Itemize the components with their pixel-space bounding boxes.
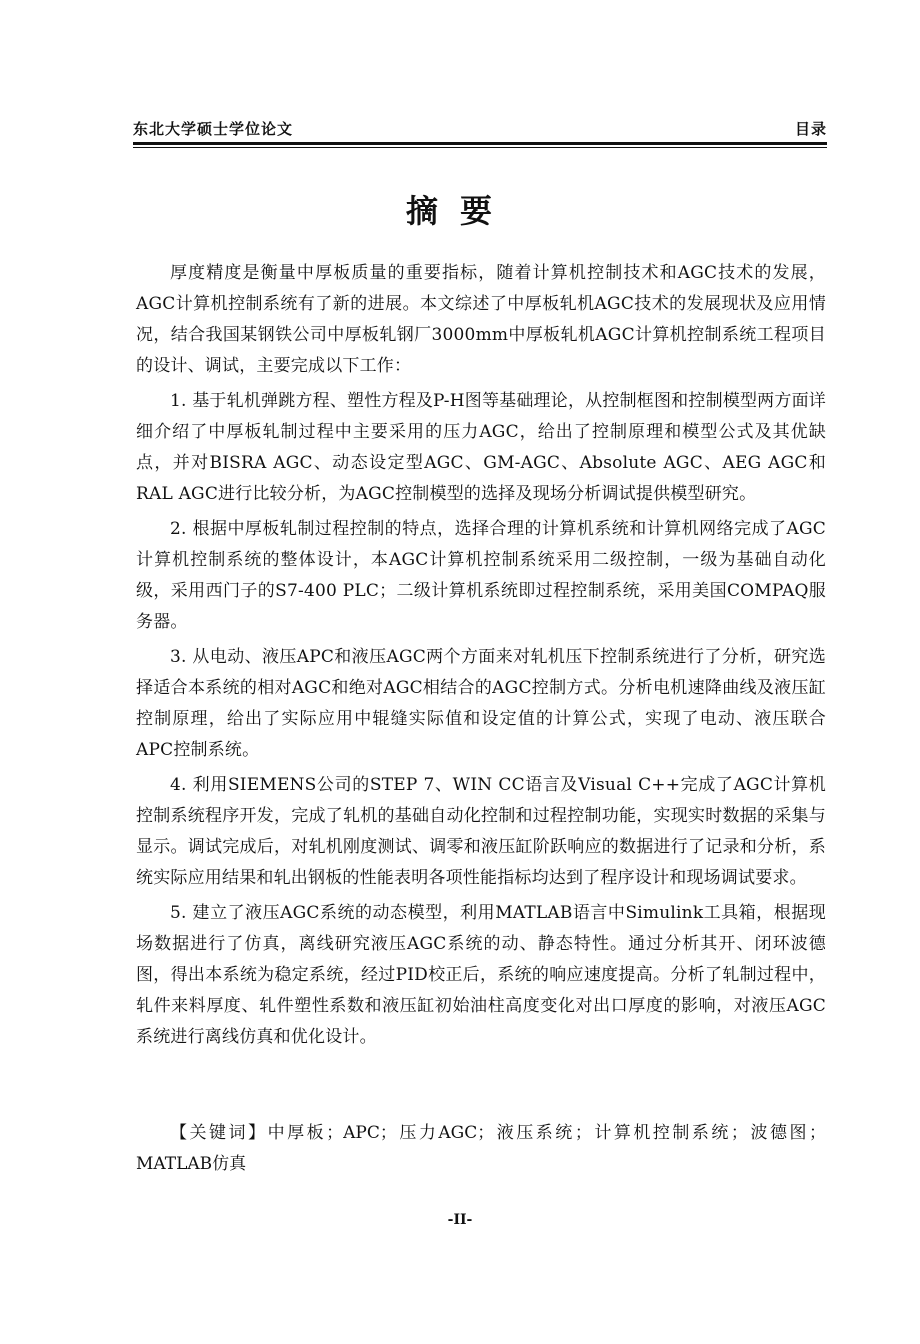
header-thesis-title: 东北大学硕士学位论文 <box>133 119 294 138</box>
running-header <box>133 113 827 143</box>
header-section-name: 目录 <box>794 119 827 138</box>
page-title: 摘要 <box>405 192 514 230</box>
keywords: 【关键词】中厚板；APC；压力AGC；液压系统；计算机控制系统；波德图；MATLAB仿真 <box>136 1123 826 1174</box>
abstract-item-3: 3. 从电动、液压APC和液压AGC两个方面来对轧机压下控制系统进行了分析，研究选择适合本系统的相对AGC和绝对AGC相结合的AGC控制方式。分析电机速降曲线及液压缸控制原理，给出了实际应用中辊缝实际值和设定值的计算公式，实现了电动、液压联合APC控制系统。 <box>136 647 826 760</box>
abstract-body <box>136 258 826 1053</box>
header-rule-thick <box>133 142 827 145</box>
abstract-item-5: 5. 建立了液压AGC系统的动态模型，利用MATLAB语言中Simulink工具箱，根据现场数据进行了仿真，离线研究液压AGC系统的动、静态特性。通过分析其开、闭环波德图，得出本系统为稳定系统，经过PID校正后，系统的响应速度提高。分析了轧制过程中，轧件来料厚度、轧件塑性系数和液压缸初始油柱高度变化对出口厚度的影响，对液压AGC系统进行离线仿真和优化设计。 <box>136 903 826 1047</box>
abstract-item-1: 1. 基于轧机弹跳方程、塑性方程及P-H图等基础理论，从控制框图和控制模型两方面详细介绍了中厚板轧制过程中主要采用的压力AGC，给出了控制原理和模型公式及其优缺点，并对BISRA AGC、动态设定型AGC、GM-AGC、Absolute AGC、AEG AGC和RAL AGC进行比较分析，为AGC控制模型的选择及现场分析调试提供模型研究。 <box>136 391 826 504</box>
header-rule-thin <box>133 147 827 148</box>
page-number: -II- <box>447 1212 473 1228</box>
abstract-intro: 厚度精度是衡量中厚板质量的重要指标，随着计算机控制技术和AGC技术的发展，AGC计算机控制系统有了新的进展。本文综述了中厚板轧机AGC技术的发展现状及应用情况，结合我国某钢铁公司中厚板轧钢厂3000mm中厚板轧机AGC计算机控制系统工程项目的设计、调试，主要完成以下工作： <box>136 263 826 376</box>
abstract-item-4: 4. 利用SIEMENS公司的STEP 7、WIN CC语言及Visual C++完成了AGC计算机控制系统程序开发，完成了轧机的基础自动化控制和过程控制功能，实现实时数据的采集与显示。调试完成后，对轧机刚度测试、调零和液压缸阶跃响应的数据进行了记录和分析，系统实际应用结果和轧出钢板的性能表明各项性能指标均达到了程序设计和现场调试要求。 <box>136 775 826 888</box>
abstract-item-2: 2. 根据中厚板轧制过程控制的特点，选择合理的计算机系统和计算机网络完成了AGC计算机控制系统的整体设计，本AGC计算机控制系统采用二级控制，一级为基础自动化级，采用西门子的S7-400 PLC；二级计算机系统即过程控制系统，采用美国COMPAQ服务器。 <box>136 519 826 632</box>
